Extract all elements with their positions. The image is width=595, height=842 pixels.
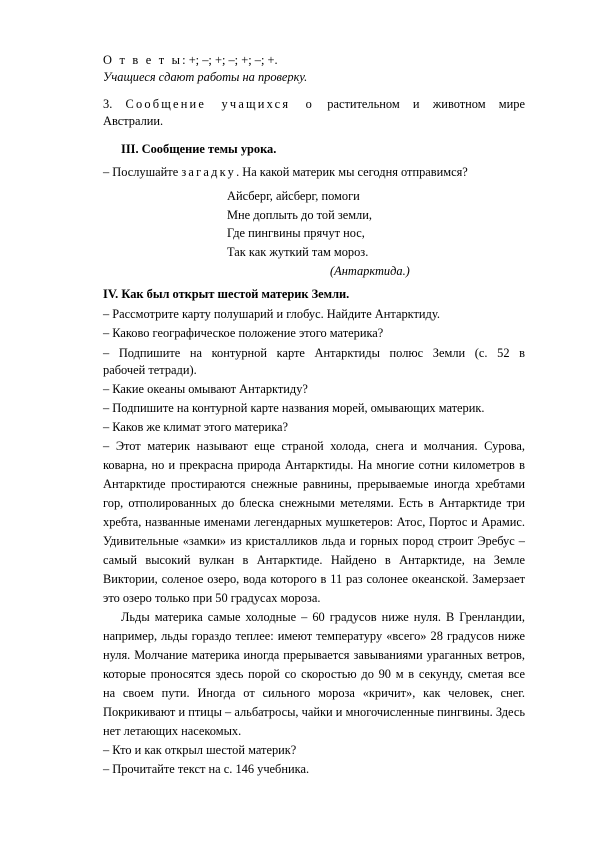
para2-line-7: нет летающих насекомых. xyxy=(103,724,242,738)
riddle-intro xyxy=(103,164,525,181)
riddle-intro-after: . На какой материк мы сегодня отправимся? xyxy=(236,165,468,179)
riddle-intro-before: – Послушайте xyxy=(103,165,179,179)
question-5: – Каков же климат этого материка? xyxy=(103,420,289,434)
item3-line2: Австралии. xyxy=(103,114,164,128)
para1-line-8: Виктории, соленое озеро, вода которого в 11 раз солонее океанской. Замерзает xyxy=(103,572,525,586)
task-pole-line2: рабочей тетради). xyxy=(103,363,197,377)
question-2: – Каково географическое положение этого материка? xyxy=(103,326,384,340)
item3-rest: растительном и животном мире xyxy=(327,97,525,111)
para2-line-3: нуля. Молчание материка иногда прерывается завываниями ураганных ветров, xyxy=(103,648,525,662)
para2-line-4: которые проносятся здесь порой со скоростью до 90 м в секунду, сметая все xyxy=(103,667,525,681)
answers-line xyxy=(103,52,525,69)
para1-line-5: хребта, названные именами легендарных мушкетеров: Атос, Портос и Арамис. xyxy=(103,515,525,529)
para1-line-4: гор, отполированных до блеска снежными метелями. Есть в Антарктиде три xyxy=(103,496,525,510)
para1-line-2: коварна, но и прекрасна природа Антарктиды. На многие сотни километров в xyxy=(103,458,525,472)
item3-spaced: Сообщение учащихся о xyxy=(125,97,315,111)
poem-line-3: Где пингвины прячут нос, xyxy=(227,226,365,240)
answers-value: : +; –; +; –; +; –; +. xyxy=(182,53,278,67)
para1-line-9: это озеро только при 50 градусах мороза. xyxy=(103,591,321,605)
item3-line1 xyxy=(103,96,525,113)
question-1: – Рассмотрите карту полушарий и глобус. Найдите Антарктиду. xyxy=(103,307,440,321)
para1-line-3: Антарктиде простираются снежные равнины, прерываемые иногда хребтами xyxy=(103,477,525,491)
para2-line-5: на своем пути. Иногда от сильного мороза «кричит», как человек, снег. xyxy=(103,686,525,700)
section4-heading: IV. Как был открыт шестой материк Земли. xyxy=(103,287,350,301)
para1-line-7: самый высокий вулкан в Антарктиде. Найдено в Антарктиде, на Земле xyxy=(103,553,525,567)
poem-line-2: Мне доплыть до той земли, xyxy=(227,208,372,222)
closing-question-2: – Прочитайте текст на с. 146 учебника. xyxy=(103,762,310,776)
para2-line-2: например, льды гораздо теплее: имеют температуру «всего» 28 градусов ниже xyxy=(103,629,525,643)
poem-line-1: Айсберг, айсберг, помоги xyxy=(227,189,360,203)
para2-line-6: Покрикивают и птицы – альбатросы, чайки и многочисленные пингвины. Здесь xyxy=(103,705,525,719)
closing-question-1: – Кто и как открыл шестой материк? xyxy=(103,743,297,757)
hand-in-note: Учащиеся сдают работы на проверку. xyxy=(103,70,308,84)
riddle-intro-spaced: загадку xyxy=(181,165,237,179)
answers-label: О т в е т ы xyxy=(103,53,183,67)
para1-line-6: Удивительные «замки» из кристалликов льда и горных пород строит Эребус – xyxy=(103,534,525,548)
item3-number: 3. xyxy=(103,97,113,111)
poem-answer: (Антарктида.) xyxy=(330,264,410,278)
poem-line-4: Так как жуткий там мороз. xyxy=(227,245,369,259)
question-4: – Подпишите на контурной карте названия морей, омывающих материк. xyxy=(103,401,485,415)
para1-line-1: – Этот материк называют еще страной холода, снега и молчания. Сурова, xyxy=(103,439,525,453)
section3-heading: III. Сообщение темы урока. xyxy=(121,142,277,156)
para2-line-1: Льды материка самые холодные – 60 градусов ниже нуля. В Гренландии, xyxy=(121,610,525,624)
question-3: – Какие океаны омывают Антарктиду? xyxy=(103,382,308,396)
task-pole-line1: – Подпишите на контурной карте Антарктиды полюс Земли (с. 52 в xyxy=(103,346,525,360)
